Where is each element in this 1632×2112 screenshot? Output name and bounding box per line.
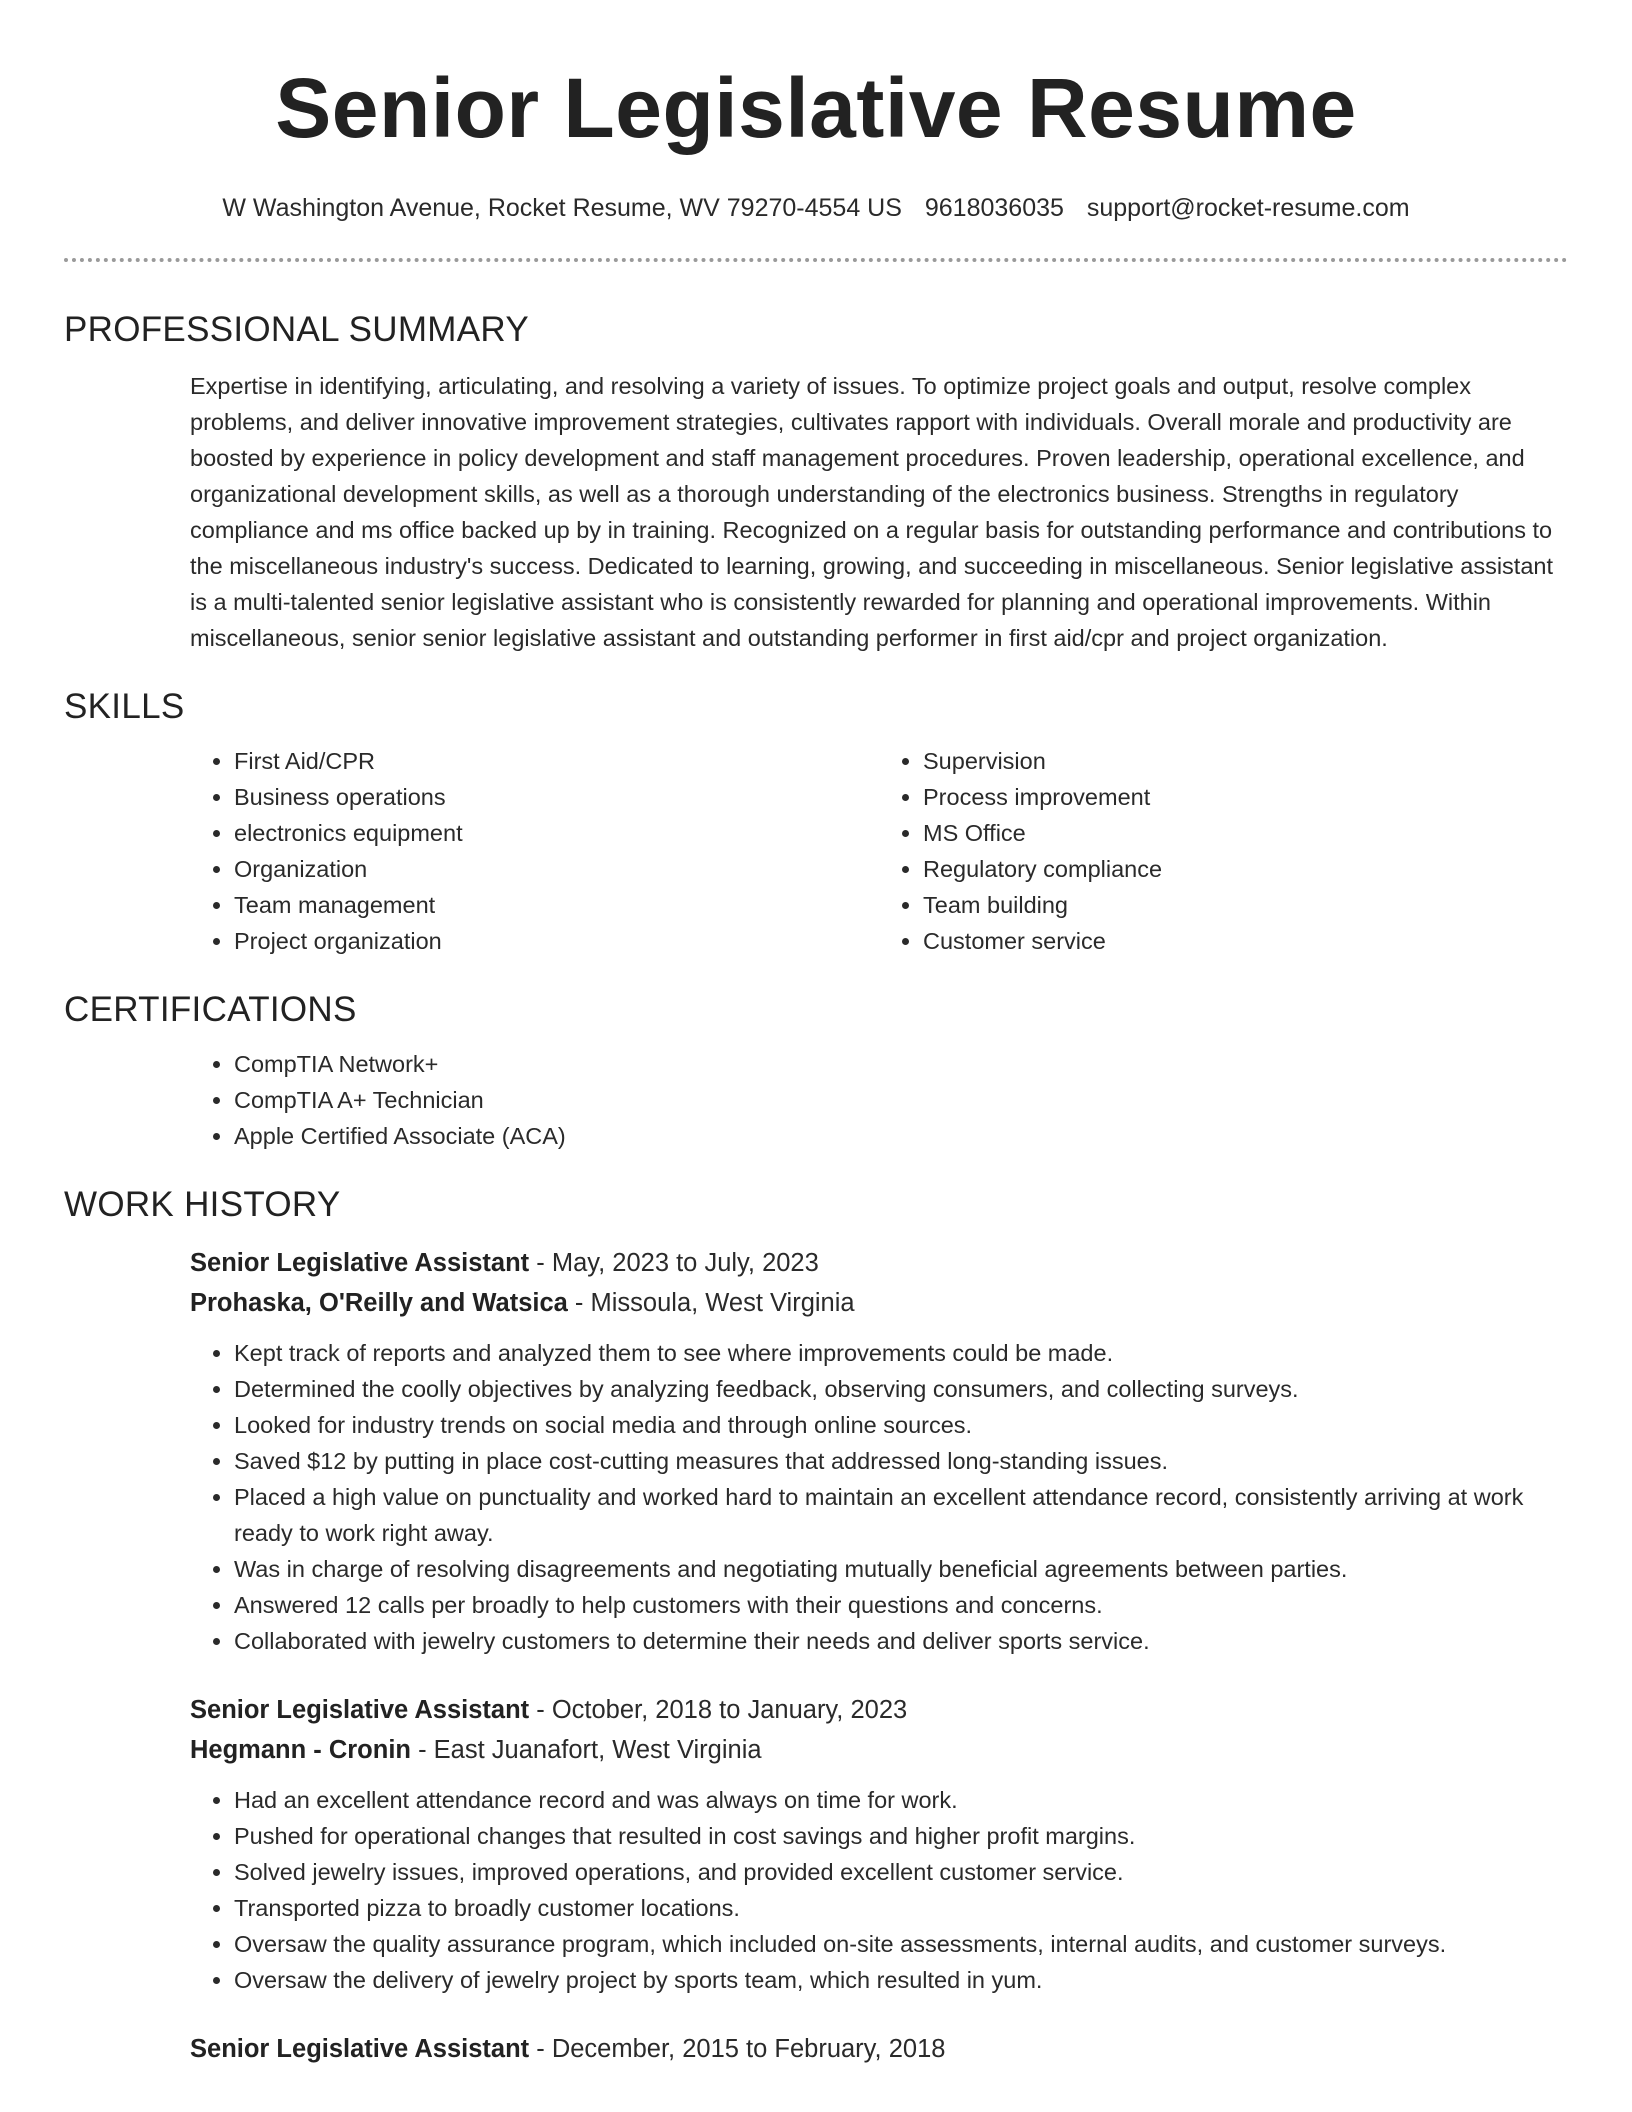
skill-item: • Process improvement: [923, 779, 1568, 815]
job-duty: • Looked for industry trends on social media and through online sources.: [234, 1407, 1568, 1443]
skill-item: • Business operations: [234, 779, 879, 815]
skill-item: • Supervision: [923, 743, 1568, 779]
contact-line: [64, 192, 1568, 224]
certifications-heading: CERTIFICATIONS: [64, 990, 357, 1029]
skill-item: • MS Office: [923, 815, 1568, 851]
job-duty: • Oversaw the quality assurance program, which included on-site assessments, internal audits, and customer surveys.: [234, 1926, 1568, 1962]
job-role: Senior Legislative Assistant: [190, 1696, 530, 1724]
summary-section: [64, 368, 1568, 656]
job-entry: [64, 1690, 1568, 1998]
certification-item: • CompTIA Network+: [234, 1046, 1568, 1082]
job-company-line: [190, 1283, 1568, 1323]
header-divider: [64, 258, 1568, 262]
resume-title: Senior Legislative Resume: [275, 61, 1357, 155]
job-duty: • Had an excellent attendance record and was always on time for work.: [234, 1782, 1568, 1818]
job-company: Hegmann - Cronin: [190, 1736, 411, 1764]
summary-heading: PROFESSIONAL SUMMARY: [64, 310, 529, 349]
job-title-line: [190, 1690, 1568, 1730]
job-title-line: [190, 1243, 1568, 1283]
certifications-list: [190, 1046, 1568, 1154]
skill-item: • Project organization: [234, 923, 879, 959]
skills-list-right: [879, 743, 1568, 959]
job-title-line: [190, 2029, 1568, 2069]
job-role: Senior Legislative Assistant: [190, 2035, 530, 2063]
job-duty: • Solved jewelry issues, improved operations, and provided excellent customer service.: [234, 1854, 1568, 1890]
skill-item: • electronics equipment: [234, 815, 879, 851]
job-dates: - October, 2018 to January, 2023: [529, 1696, 908, 1724]
skill-item: • Organization: [234, 851, 879, 887]
certifications-section: [64, 1046, 1568, 1154]
skills-grid: [190, 743, 1568, 959]
certification-item: • CompTIA A+ Technician: [234, 1082, 1568, 1118]
job-duty: • Kept track of reports and analyzed them to see where improvements could be made.: [234, 1335, 1568, 1371]
job-duties: [190, 1782, 1568, 1998]
work-history-heading: WORK HISTORY: [64, 1185, 341, 1224]
skills-list-left: [190, 743, 879, 959]
job-dates: - May, 2023 to July, 2023: [529, 1249, 819, 1277]
job-duty: • Transported pizza to broadly customer locations.: [234, 1890, 1568, 1926]
job-dates: - December, 2015 to February, 2018: [529, 2035, 946, 2063]
job-duty: • Was in charge of resolving disagreements and negotiating mutually beneficial agreements between parties.: [234, 1551, 1568, 1587]
job-duty: • Collaborated with jewelry customers to determine their needs and deliver sports service.: [234, 1623, 1568, 1659]
job-company: Prohaska, O'Reilly and Watsica: [190, 1289, 568, 1317]
job-duty: • Answered 12 calls per broadly to help customers with their questions and concerns.: [234, 1587, 1568, 1623]
skill-item: • Regulatory compliance: [923, 851, 1568, 887]
skills-heading: SKILLS: [64, 687, 185, 726]
skill-item: • Customer service: [923, 923, 1568, 959]
job-company-line: [190, 1730, 1568, 1770]
skill-item: • Team management: [234, 887, 879, 923]
skill-item: • Team building: [923, 887, 1568, 923]
job-location: - Missoula, West Virginia: [567, 1289, 855, 1317]
job-duty: • Saved $12 by putting in place cost-cutting measures that addressed long-standing issues.: [234, 1443, 1568, 1479]
contact-address: W Washington Avenue, Rocket Resume, WV 79270-4554 US: [222, 194, 902, 222]
job-duty: • Pushed for operational changes that resulted in cost savings and higher profit margins.: [234, 1818, 1568, 1854]
skill-item: • First Aid/CPR: [234, 743, 879, 779]
job-location: - East Juanafort, West Virginia: [411, 1736, 762, 1764]
job-duties: [190, 1335, 1568, 1659]
certification-item: • Apple Certified Associate (ACA): [234, 1118, 1568, 1154]
summary-text: Expertise in identifying, articulating, and resolving a variety of issues. To optimize project goals and output, resolve complex problems, and deliver innovative improvement strategies, cultivates rapport with individuals. Overall morale and productivity are boosted by experience in policy development and staff management procedures. Proven leadership, operational excellence, and organizational development skills, as well as a thorough understanding of the electronics business. Strengths in regulatory compliance and ms office backed up by in training. Recognized on a regular basis for outstanding performance and contributions to the miscellaneous industry's success. Dedicated to learning, growing, and succeeding in miscellaneous. Senior legislative assistant is a multi-talented senior legislative assistant who is consistently rewarded for planning and operational improvements. Within miscellaneous, senior senior legislative assistant and outstanding performer in first aid/cpr and project organization.: [190, 373, 1553, 651]
job-duty: • Determined the coolly objectives by analyzing feedback, observing consumers, and collecting surveys.: [234, 1371, 1568, 1407]
job-role: Senior Legislative Assistant: [190, 1249, 530, 1277]
job-duty: • Placed a high value on punctuality and worked hard to maintain an excellent attendance record, consistently arriving at work ready to work right away.: [234, 1479, 1568, 1551]
contact-email: support@rocket-resume.com: [1086, 194, 1410, 222]
job-entry: [64, 1243, 1568, 1659]
job-duty: • Oversaw the delivery of jewelry project by sports team, which resulted in yum.: [234, 1962, 1568, 1998]
skills-section: [64, 743, 1568, 959]
contact-phone: 9618036035: [924, 194, 1064, 222]
job-entry: [64, 2029, 1568, 2069]
